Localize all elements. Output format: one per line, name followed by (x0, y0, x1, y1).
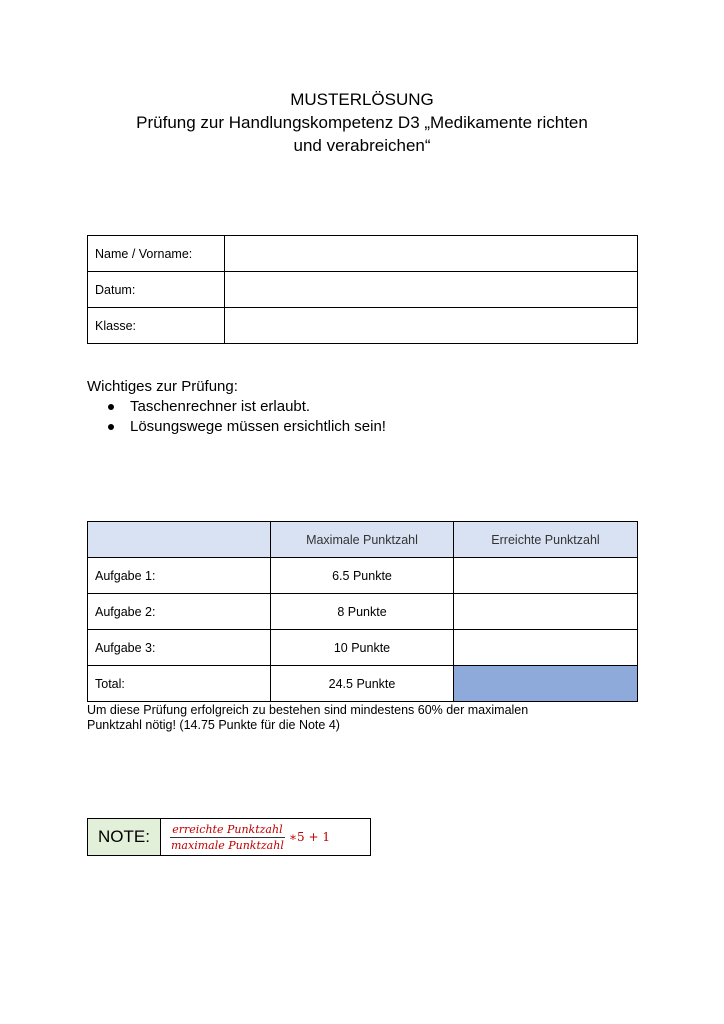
task-label: Aufgabe 1: (88, 558, 271, 594)
score-table (87, 521, 638, 702)
date-field[interactable] (225, 272, 638, 308)
task-label: Aufgabe 3: (88, 630, 271, 666)
formula-fraction (169, 823, 286, 852)
grade-formula-box (87, 818, 371, 856)
grade-label: NOTE: (88, 819, 161, 855)
date-label: Datum: (88, 272, 225, 308)
header-achieved-points: Erreichte Punktzahl (454, 522, 638, 558)
title-line-2: Prüfung zur Handlungskompetenz D3 „Medikamente richten (136, 113, 588, 132)
max-points: 6.5 Punkte (271, 558, 454, 594)
achieved-points-field[interactable] (454, 558, 638, 594)
formula-denominator: maximale Punktzahl (171, 838, 284, 852)
name-field[interactable] (225, 236, 638, 272)
document-title (0, 88, 724, 157)
task-label: Aufgabe 2: (88, 594, 271, 630)
achieved-points-field[interactable] (454, 594, 638, 630)
exam-notes (87, 377, 386, 437)
achieved-points-field[interactable] (454, 630, 638, 666)
header-max-points: Maximale Punktzahl (271, 522, 454, 558)
table-row (88, 272, 638, 308)
table-row (88, 558, 638, 594)
pass-note-line-1: Um diese Prüfung erfolgreich zu bestehen sind mindestens 60% der maximalen (87, 703, 529, 717)
list-item: Taschenrechner ist erlaubt. (130, 397, 386, 417)
table-row (88, 630, 638, 666)
formula-tail: ∗5 + 1 (288, 830, 330, 844)
title-line-3: und verabreichen“ (293, 136, 431, 155)
notes-list (87, 397, 386, 437)
total-achieved-field[interactable] (454, 666, 638, 702)
pass-note-line-2: Punktzahl nötig! (14.75 Punkte für die Note 4) (87, 718, 340, 732)
pass-requirement-note (87, 703, 647, 733)
title-line-1: MUSTERLÖSUNG (290, 90, 434, 109)
table-row (88, 308, 638, 344)
table-row-total (88, 666, 638, 702)
table-header-row (88, 522, 638, 558)
max-points: 10 Punkte (271, 630, 454, 666)
table-row (88, 236, 638, 272)
list-item: Lösungswege müssen ersichtlich sein! (130, 418, 386, 435)
student-info-table (87, 235, 638, 344)
grade-formula (161, 819, 330, 855)
table-row (88, 594, 638, 630)
total-max-points: 24.5 Punkte (271, 666, 454, 702)
notes-heading: Wichtiges zur Prüfung: (87, 378, 238, 395)
class-field[interactable] (225, 308, 638, 344)
class-label: Klasse: (88, 308, 225, 344)
max-points: 8 Punkte (271, 594, 454, 630)
total-label: Total: (88, 666, 271, 702)
formula-numerator: erreichte Punktzahl (172, 822, 283, 836)
name-label: Name / Vorname: (88, 236, 225, 272)
header-empty (88, 522, 271, 558)
